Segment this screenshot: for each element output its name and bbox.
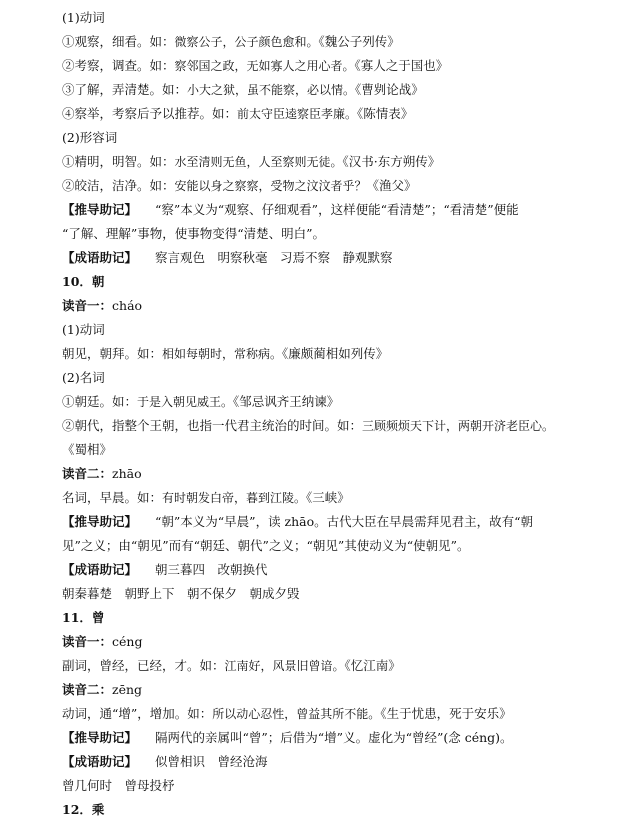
line-text: “察”本义为“观察、仔细观看”，这样便能“看清楚”；“看清楚”便能 xyxy=(155,202,519,217)
mnemonic-label: 【成语助记】 xyxy=(62,250,138,265)
line-text: (1)动词 xyxy=(62,322,105,337)
text-line xyxy=(62,294,640,318)
mnemonic-label: 【推导助记】 xyxy=(62,202,138,217)
source-title: 《汉书·东方朔传》 xyxy=(342,154,441,169)
text-line xyxy=(62,774,640,798)
example-quote: 前太守臣逵察臣孝廉。 xyxy=(237,107,358,121)
line-text: 《蜀相》 xyxy=(62,442,113,457)
line-text: zhāo xyxy=(112,466,142,481)
text-line xyxy=(62,414,640,438)
mnemonic-label: 【成语助记】 xyxy=(62,562,138,577)
text-line xyxy=(62,510,640,534)
line-text: (2)形容词 xyxy=(62,130,118,145)
source-title: 《廉颇蔺相如列传》 xyxy=(282,346,389,361)
text-line xyxy=(62,750,640,774)
text-line xyxy=(62,342,640,366)
text-line xyxy=(62,102,640,126)
text-line xyxy=(62,246,640,270)
section-heading: 12．乘 xyxy=(62,802,105,817)
text-line xyxy=(62,222,640,246)
text-line xyxy=(62,78,640,102)
section-heading: 10．朝 xyxy=(62,274,105,289)
source-title: 《三峡》 xyxy=(306,490,350,505)
line-text: ④察举，考察后予以推荐。如： xyxy=(62,106,238,121)
line-text: ①观察，细看。如： xyxy=(62,34,175,49)
line-text: céng xyxy=(112,634,143,649)
text-line xyxy=(62,558,640,582)
text-line xyxy=(62,678,640,702)
line-text: 察言观色 明察秋毫 习焉不察 静观默察 xyxy=(155,250,393,265)
text-line xyxy=(62,30,640,54)
line-text: 名词，早晨。如： xyxy=(62,490,163,505)
line-text: 似曾相识 曾经沧海 xyxy=(155,754,268,769)
mnemonic-label: 【推导助记】 xyxy=(62,514,138,529)
example-quote: 相如每朝时，常称病。 xyxy=(162,347,283,361)
source-title: 《寡人之于国也》 xyxy=(354,58,449,73)
text-line xyxy=(62,6,640,30)
text-line xyxy=(62,486,640,510)
example-quote: 安能以身之察察，受物之汶汶者乎？ xyxy=(174,179,367,193)
text-line xyxy=(62,390,640,414)
text-line xyxy=(62,462,640,486)
example-quote: 察邻国之政，无如寡人之用心者。 xyxy=(174,59,355,73)
section-heading: 读音二： xyxy=(62,466,113,481)
line-text: 曾几何时 曾母投杼 xyxy=(62,778,175,793)
line-text: 见”之义；由“朝见”而有“朝廷、朝代”之义；“朝见”其使动义为“使朝见”。 xyxy=(62,538,470,553)
line-text: ②皎洁，洁净。如： xyxy=(62,178,175,193)
mnemonic-label: 【推导助记】 xyxy=(62,730,138,745)
source-title: 《渔父》 xyxy=(366,178,417,193)
text-line xyxy=(62,270,640,294)
text-line xyxy=(62,654,640,678)
source-title: 《邹忌讽齐王纳谏》 xyxy=(233,394,340,409)
example-quote: 所以动心忍性，曾益其所不能。 xyxy=(212,707,381,721)
section-heading: 读音一： xyxy=(62,298,113,313)
source-title: 《曹刿论战》 xyxy=(355,82,424,97)
text-line xyxy=(62,534,640,558)
example-quote: 有时朝发白帝，暮到江陵。 xyxy=(162,491,307,505)
line-text: 朝三暮四 改朝换代 xyxy=(155,562,268,577)
line-text: ①精明，明智。如： xyxy=(62,154,175,169)
text-line xyxy=(62,582,640,606)
source-title: 《魏公子列传》 xyxy=(318,34,400,49)
text-line xyxy=(62,318,640,342)
text-line xyxy=(62,630,640,654)
line-text: 动词，通“增”，增加。如： xyxy=(62,706,213,721)
text-line xyxy=(62,126,640,150)
text-line xyxy=(62,174,640,198)
example-quote: 三顾频烦天下计，两朝开济老臣心。 xyxy=(362,419,555,433)
line-text: 朝秦暮楚 朝野上下 朝不保夕 朝成夕毁 xyxy=(62,586,300,601)
text-line xyxy=(62,726,640,750)
section-heading: 11．曾 xyxy=(62,610,105,625)
source-title: 《陈情表》 xyxy=(357,106,414,121)
mnemonic-label: 【成语助记】 xyxy=(62,754,138,769)
text-line xyxy=(62,702,640,726)
example-quote: 水至清则无鱼，人至察则无徒。 xyxy=(174,155,343,169)
text-line xyxy=(62,606,640,630)
source-title: 《忆江南》 xyxy=(344,658,401,673)
line-text: “朝”本义为“早晨”，读 zhāo。古代大臣在早晨需拜见君主，故有“朝 xyxy=(155,514,534,529)
text-line xyxy=(62,150,640,174)
line-text: 副词，曾经，已经，才。如： xyxy=(62,658,225,673)
text-line xyxy=(62,438,640,462)
line-text: zēng xyxy=(112,682,143,697)
line-text: 隔两代的亲属叫“曾”；后借为“增”义。虚化为“曾经”(念 céng)。 xyxy=(155,730,513,745)
line-text: ②考察，调查。如： xyxy=(62,58,175,73)
example-quote: 江南好，风景旧曾谙。 xyxy=(224,659,345,673)
example-quote: 于是入朝见威王。 xyxy=(137,395,234,409)
source-title: 《生于忧患，死于安乐》 xyxy=(380,706,512,721)
line-text: (1)动词 xyxy=(62,10,105,25)
line-text: ①朝廷。如： xyxy=(62,394,138,409)
line-text: ③了解，弄清楚。如： xyxy=(62,82,188,97)
text-line xyxy=(62,54,640,78)
line-text: ②朝代，指整个王朝，也指一代君主统治的时间。如： xyxy=(62,418,363,433)
line-text: (2)名词 xyxy=(62,370,105,385)
text-line xyxy=(62,366,640,390)
text-line xyxy=(62,198,640,222)
section-heading: 读音二： xyxy=(62,682,113,697)
example-quote: 小大之狱，虽不能察，必以情。 xyxy=(187,83,356,97)
text-line xyxy=(62,798,640,822)
line-text: 朝见，朝拜。如： xyxy=(62,346,163,361)
example-quote: 微察公子，公子颜色愈和。 xyxy=(174,35,319,49)
line-text: “了解、理解”事物，使事物变得“清楚、明白”。 xyxy=(62,226,326,241)
section-heading: 读音一： xyxy=(62,634,113,649)
line-text: cháo xyxy=(112,298,143,313)
